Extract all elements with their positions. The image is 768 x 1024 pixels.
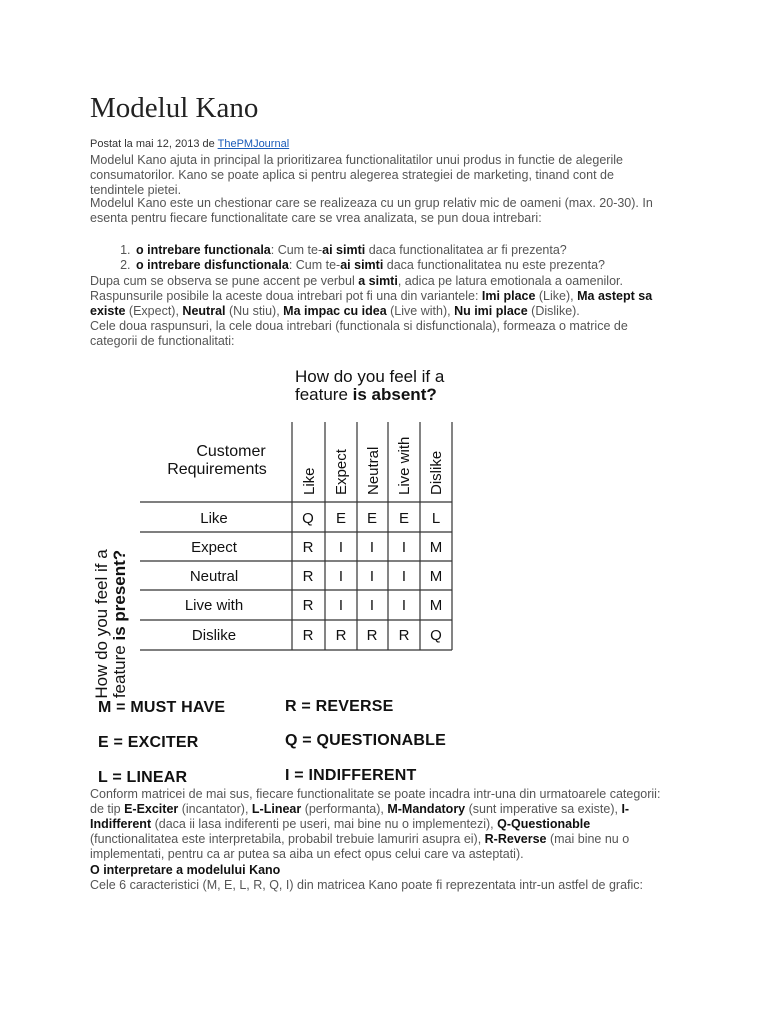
legend-reverse: R = REVERSE [285,698,394,715]
paragraph-emphasis: Dupa cum se observa se pune accent pe verbul a simti, adica pe latura emotionala a oamenilor. [90,274,623,288]
question-functional: 1. o intrebare functionala: Cum te-ai simti daca functionalitatea ar fi prezenta? [134,243,694,258]
legend-must-have: M = MUST HAVE [98,699,226,716]
matrix-row-live-with: Live with [184,597,244,614]
legend-exciter: E = EXCITER [98,734,199,751]
matrix-cell: I [401,539,407,556]
kano-matrix-figure [85,362,470,699]
matrix-cell: Q [430,627,442,644]
matrix-cell: I [369,539,375,556]
matrix-col-live-with: Live with [396,436,413,495]
matrix-row-neutral: Neutral [189,568,239,585]
paragraph-answers: Raspunsurile posibile la aceste doua intrebari pot fi una din variantele: Imi place (Like), Ma astept sa existe (Expect), Neutral (Nu stiu), Ma impac cu idea (Live with), Nu imi place (Dislike). [90,289,653,318]
matrix-corner-line1: Customer [196,443,266,460]
matrix-cell: R [398,627,410,644]
matrix-side-heading-line2: feature is present? [110,549,129,699]
matrix-cell: I [338,597,344,614]
matrix-cell: I [369,568,375,585]
matrix-cell: I [401,597,407,614]
matrix-cell: Q [302,510,314,527]
paragraph-categories: Conform matricei de mai sus, fiecare functionalitate se poate incadra intr-una din urmatoarele categorii: de tip E-Exciter (incantator), L-Linear (performanta), M-Mandatory (sunt imperative sa existe), I-Indifferent (daca ii lasa indiferenti pe useri, mai bine nu o implementezi), Q-Questionable (functionalitatea este interpretabila, probabil trebuie lamuriri asupra ei), R-Reverse (mai bine nu o implementati, pentru ca ar putea sa aiba un efect opus celui care va asteptati). [90,787,661,861]
matrix-row-like: Like [200,510,228,527]
paragraph-matrix-intro: Cele doua raspunsuri, la cele doua intrebari (functionala si disfunctionala), formeaza o matrice de categorii de functionalitati: [90,319,628,348]
matrix-cell: E [398,510,410,527]
matrix-cell: M [429,597,443,614]
legend-linear: L = LINEAR [98,769,188,786]
post-meta [90,138,289,150]
matrix-cell: R [366,627,378,644]
matrix-cell: M [429,568,443,585]
matrix-row-expect: Expect [191,539,237,556]
article-title: Modelul Kano [90,92,259,124]
matrix-corner-line2: Requirements [167,461,267,478]
matrix-cell: R [302,568,314,585]
matrix-cell: R [302,539,314,556]
legend-questionable: Q = QUESTIONABLE [285,732,446,749]
intro-paragraph-1: Modelul Kano ajuta in principal la prioritizarea functionalitatilor unui produs in functie de alegerile consumatorilor. Kano se poate aplica si pentru alegerea strategiei de marketing, tinand cont de tendintele pietei. [90,153,623,197]
matrix-cell: I [369,597,375,614]
matrix-cell: I [338,539,344,556]
matrix-cell: E [335,510,347,527]
post-date: Postat la mai 12, 2013 de [90,138,215,150]
matrix-cell: R [335,627,347,644]
matrix-cell: R [302,597,314,614]
author-link[interactable]: ThePMJournal [217,138,290,150]
intro-paragraph-2: Modelul Kano este un chestionar care se realizeaza cu un grup relativ mic de oameni (max. 20-30). In esenta pentru fiecare functionalitate care se vrea analizata, se pun doua intrebari: [90,196,653,225]
matrix-top-heading-line1: How do you feel if a [295,367,445,386]
matrix-cell: E [366,510,378,527]
matrix-cell: I [401,568,407,585]
matrix-side-heading-line1: How do you feel if a [92,549,111,699]
question-dysfunctional: 2. o intrebare disfunctionala: Cum te-ai simti daca functionalitatea nu este prezenta? [134,258,694,273]
matrix-row-dislike: Dislike [191,627,237,644]
legend-indifferent: I = INDIFFERENT [285,767,417,784]
matrix-top-heading-line2: feature is absent? [295,385,437,404]
matrix-col-like: Like [301,467,318,495]
subheading-interpretation: O interpretare a modelului Kano [90,863,281,877]
matrix-cell: M [429,539,443,556]
matrix-cell: I [338,568,344,585]
matrix-cell: L [431,510,441,527]
paragraph-graph-intro: Cele 6 caracteristici (M, E, L, R, Q, I) din matricea Kano poate fi reprezentata intr-un astfel de grafic: [90,878,644,892]
matrix-col-dislike: Dislike [428,450,445,495]
matrix-col-neutral: Neutral [365,446,382,495]
matrix-cell: R [302,627,314,644]
question-list [90,243,694,273]
matrix-col-expect: Expect [333,449,350,495]
